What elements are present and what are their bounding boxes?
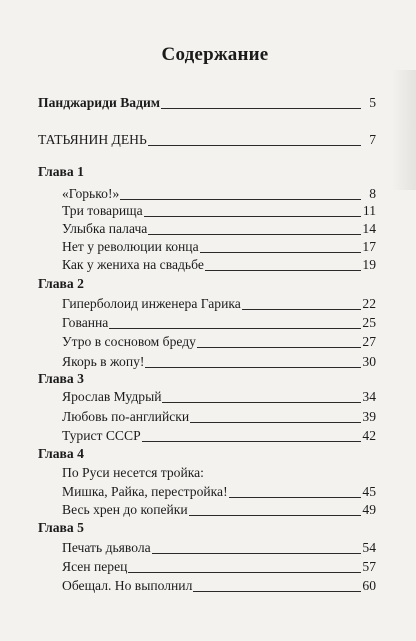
toc-item: [62, 255, 376, 275]
toc-item: [62, 557, 376, 577]
toc-item-continued: [62, 463, 376, 483]
toc-leader: [161, 108, 361, 109]
toc-item: [62, 237, 376, 257]
toc-leader: [205, 270, 361, 271]
toc-item: [62, 332, 376, 352]
toc-item-text: Мишка, Райка, перестройка!: [62, 484, 228, 499]
toc-page-number: 49: [362, 502, 376, 517]
toc-item-text: Обещал. Но выполнил: [62, 578, 193, 593]
toc-page-number: 42: [362, 428, 376, 443]
toc-page-number: 11: [362, 203, 376, 218]
toc-entry-author: [38, 93, 376, 113]
toc-item: [62, 352, 376, 372]
toc-item-text: Якорь в жопу!: [62, 354, 145, 369]
toc-item-text: Турист СССР: [62, 428, 141, 443]
toc-item-text: «Горько!»: [62, 186, 120, 201]
chapter-heading: Глава 3: [38, 371, 84, 386]
toc-item-text: Нет у революции конца: [62, 239, 199, 254]
toc-item-text: Печать дьявола: [62, 540, 151, 555]
toc-page-number: 19: [362, 257, 376, 272]
toc-item: [62, 538, 376, 558]
toc-page-number: 39: [362, 409, 376, 424]
toc-item-text: Любовь по-английски: [62, 409, 190, 424]
toc-entry-text: Панджариди Вадим: [38, 95, 161, 110]
toc-leader: [190, 422, 361, 423]
toc-page-number: 17: [362, 239, 376, 254]
toc-page-number: 22: [362, 296, 376, 311]
toc-item-text: По Руси несется тройка:: [62, 465, 204, 480]
toc-leader: [193, 591, 361, 592]
toc-leader: [229, 497, 361, 498]
toc-item-text: Весь хрен до копейки: [62, 502, 188, 517]
toc-leader: [144, 216, 361, 217]
toc-item: [62, 219, 376, 239]
toc-leader: [148, 145, 361, 146]
toc-item: [62, 576, 376, 596]
toc-item: [62, 294, 376, 314]
toc-item: [62, 313, 376, 333]
toc-leader: [142, 441, 361, 442]
toc-item-text: Ярослав Мудрый: [62, 389, 162, 404]
toc-item: [62, 407, 376, 427]
toc-leader: [152, 553, 361, 554]
chapter-heading: Глава 4: [38, 446, 84, 461]
toc-item-text: Улыбка палача: [62, 221, 148, 236]
toc-page-number: 27: [362, 334, 376, 349]
toc-page-number: 14: [362, 221, 376, 236]
chapter-heading: Глава 2: [38, 276, 84, 291]
toc-item-text: Ясен перец: [62, 559, 128, 574]
toc-leader: [189, 515, 361, 516]
toc-item: [62, 500, 376, 520]
toc-page-number: 7: [369, 132, 376, 147]
toc-page-number: 54: [362, 540, 376, 555]
toc-page-number: 30: [362, 354, 376, 369]
toc-entry-part: [38, 130, 376, 150]
toc-entry-text: ТАТЬЯНИН ДЕНЬ: [38, 132, 147, 147]
toc-leader: [120, 199, 361, 200]
chapter-heading: Глава 5: [38, 520, 84, 535]
toc-item: [62, 426, 376, 446]
toc-item: [62, 387, 376, 407]
chapter-heading: Глава 1: [38, 164, 84, 179]
page-title: Содержание: [161, 44, 269, 65]
toc-item-text: Утро в сосновом бреду: [62, 334, 196, 349]
toc-page-number: 57: [362, 559, 376, 574]
toc-page-number: 5: [369, 95, 376, 110]
toc-leader: [242, 309, 361, 310]
toc-leader: [148, 234, 361, 235]
toc-leader: [109, 328, 361, 329]
toc-page-number: 34: [362, 389, 376, 404]
toc-leader: [162, 402, 361, 403]
toc-leader: [197, 347, 361, 348]
toc-page-number: 8: [369, 186, 376, 201]
toc-leader: [145, 367, 361, 368]
toc-item-text: Гиперболоид инженера Гарика: [62, 296, 241, 311]
toc-page-number: 45: [362, 484, 376, 499]
toc-page-number: 25: [362, 315, 376, 330]
toc-leader: [200, 252, 361, 253]
toc-item: [62, 482, 376, 502]
toc-page-number: 60: [362, 578, 376, 593]
toc-item-text: Три товарища: [62, 203, 143, 218]
toc-leader: [128, 572, 361, 573]
toc-item: [62, 201, 376, 221]
toc-item-text: Как у жениха на свадьбе: [62, 257, 204, 272]
toc-item-text: Гованна: [62, 315, 109, 330]
